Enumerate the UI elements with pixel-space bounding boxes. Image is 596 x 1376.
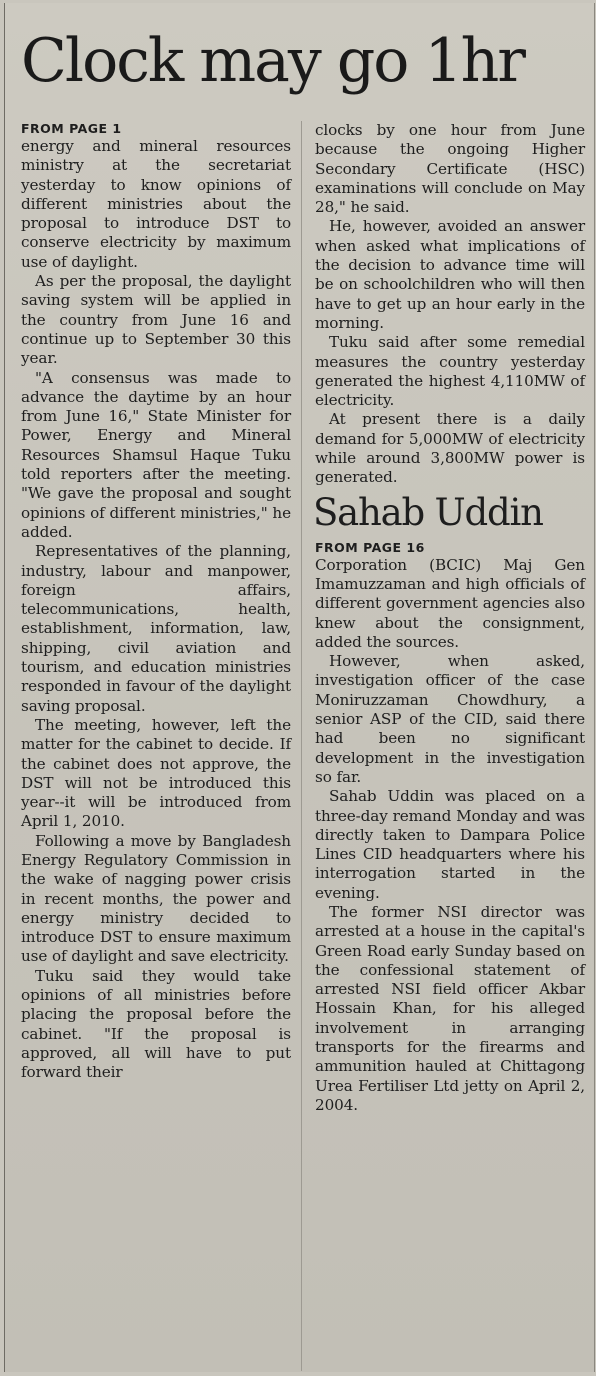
story2-kicker: FROM PAGE 16 — [315, 539, 425, 555]
right-column — [315, 121, 585, 1115]
story2-paragraph: Corporation (BCIC) Maj Gen Imamuzzaman and high officials of different government agencies also knew about the consignment, added the sources. — [315, 555, 585, 651]
story1-paragraph: energy and mineral resources ministry at the secretariat yesterday to know opinions of different ministries about the proposal to introduce DST to conserve electricity by maximum use of daylight. — [21, 137, 291, 271]
story2-paragraph: However, when asked, investigation officer of the case Moniruzzaman Chowdhury, a senior ASP of the CID, said there had been no significant development in the investigation so far. — [315, 652, 585, 786]
story1-paragraph: Representatives of the planning, industry, labour and manpower, foreign affairs, telecommunications, health, establishment, information, law, shipping, civil aviation and tourism, and education ministries responded in favour of the daylight saving proposal. — [21, 542, 291, 715]
story1-paragraph: "A consensus was made to advance the daytime by an hour from June 16," State Minister for Power, Energy and Mineral Resources Shamsul Haque Tuku told reporters after the meeting. "We gave the proposal and sought opinions of different ministries," he added. — [21, 368, 291, 541]
story1-paragraph: Tuku said after some remedial measures the country yesterday generated the highest 4,110MW of electricity. — [315, 333, 585, 410]
story1-paragraph: At present there is a daily demand for 5,000MW of electricity while around 3,800MW power is generated. — [315, 410, 585, 487]
story1-left-column — [21, 121, 291, 1083]
story1-paragraph: He, however, avoided an answer when asked what implications of the decision to advance time will be on schoolchildren who will then have to get up an hour early in the morning. — [315, 217, 585, 332]
story2-paragraph: Sahab Uddin was placed on a three-day remand Monday and was directly taken to Dampara Police Lines CID headquarters where his interrogation started in the evening. — [315, 787, 585, 902]
story1-paragraph: The meeting, however, left the matter for the cabinet to decide. If the cabinet does not approve, the DST will not be introduced this year--it will be introduced from April 1, 2010. — [21, 715, 291, 831]
story1-kicker: FROM PAGE 1 — [21, 121, 122, 136]
story2-headline: Sahab Uddin — [313, 490, 543, 534]
story1-paragraph: clocks by one hour from June because the ongoing Higher Secondary Certificate (HSC) examinations will conclude on May 28," he said. — [315, 121, 585, 217]
story1-paragraph: As per the proposal, the daylight saving system will be applied in the country from June 16 and continue up to September 30 this year. — [21, 272, 291, 368]
newspaper-clipping — [4, 3, 595, 1372]
story1-paragraph: Following a move by Bangladesh Energy Regulatory Commission in the wake of nagging power crisis in recent months, the power and energy ministry decided to introduce DST to ensure maximum use of daylight and save electricity. — [21, 831, 291, 966]
story1-paragraph: Tuku said they would take opinions of all ministries before placing the proposal before the cabinet. "If the proposal is approved, all will have to put forward their — [21, 966, 291, 1082]
column-divider — [301, 121, 302, 1371]
headline: Clock may go 1hr — [21, 26, 524, 96]
story2-paragraph: The former NSI director was arrested at a house in the capital's Green Road early Sunday based on the confessional statement of arrested NSI field officer Akbar Hossain Khan, for his alleged involvement in arranging transports for the firearms and ammunition hauled at Chittagong Urea Fertiliser Ltd jetty on April 2, 2004. — [315, 902, 585, 1114]
